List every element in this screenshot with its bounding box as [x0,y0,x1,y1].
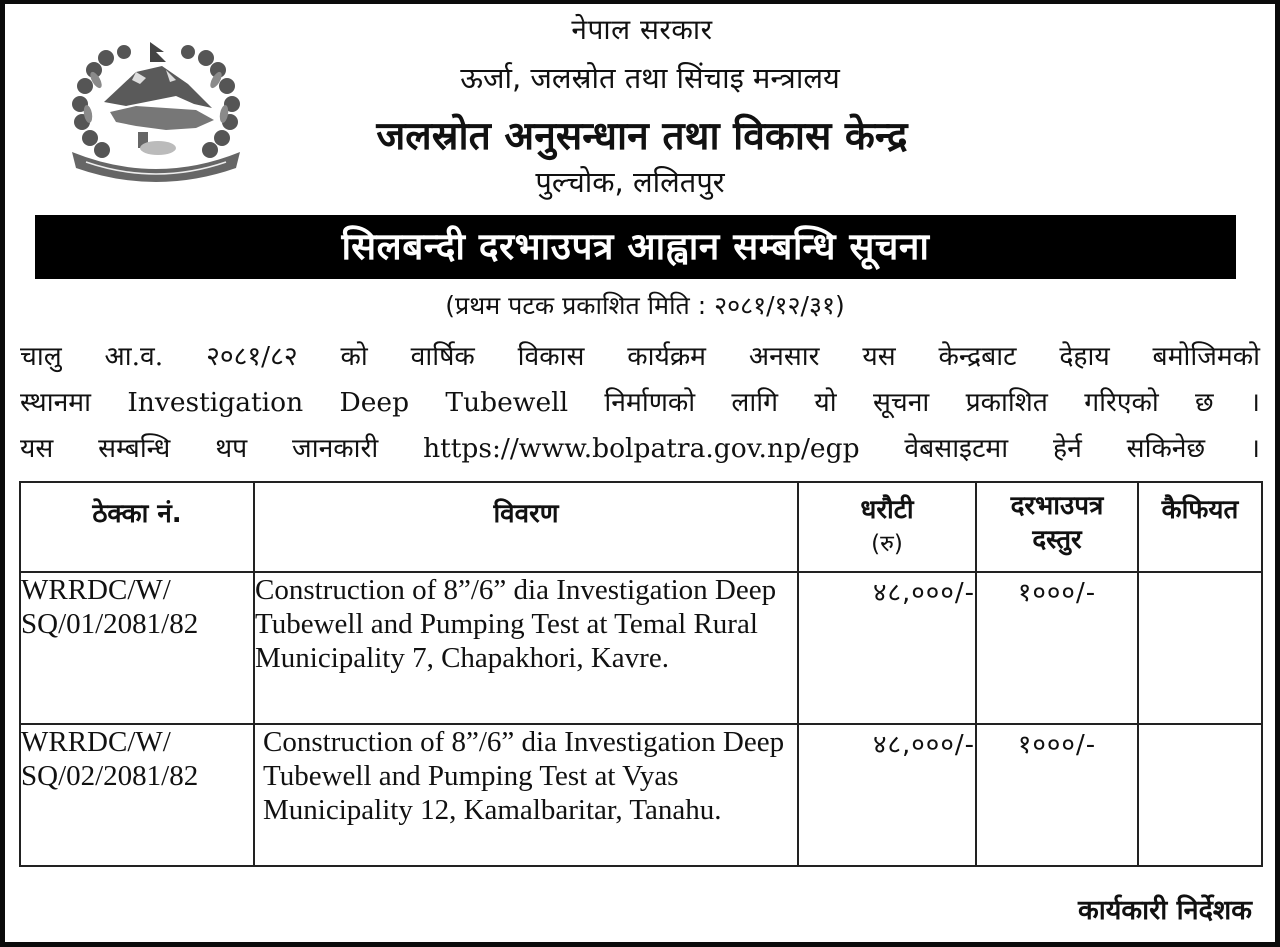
table-header-row [20,482,1262,572]
contract-description: Construction of 8”/6” dia Investigation Deep Tubewell and Pumping Test at Vyas Municipality 12, Kamalbaritar, Tanahu. [254,724,798,866]
organization-address: पुल्चोक, ललितपुर [535,165,725,199]
organization-name: जलस्रोत अनुसन्धान तथा विकास केन्द्र [376,114,908,159]
deposit-amount: ४८,०००/- [798,724,976,866]
header-bid-fee: दरभाउपत्र दस्तुर [976,482,1138,572]
bid-fee: १०००/- [976,572,1138,724]
deposit-unit: (रु) [871,531,903,557]
contract-ref: WRRDC/W/ SQ/02/2081/82 [20,724,254,866]
header-description: विवरण [254,482,798,572]
notice-title: सिलबन्दी दरभाउपत्र आह्वान सम्बन्धि सूचना [341,225,930,268]
body-line-2: स्थानमा Investigation Deep Tubewell निर्माणको लागि यो सूचना प्रकाशित गरिएको छ । [20,387,1260,418]
publication-date: (प्रथम पटक प्रकाशित मिति : २०८१/१२/३१) [445,291,845,320]
notice-title-banner [35,215,1236,279]
table-row [20,724,1262,866]
remarks-cell [1138,724,1262,866]
signatory-title: कार्यकारी निर्देशक [1078,895,1252,926]
bid-fee: १०००/- [976,724,1138,866]
header-remarks: कैफियत [1138,482,1262,572]
notice-body [20,334,1260,472]
government-name: नेपाल सरकार [571,13,713,46]
contract-ref: WRRDC/W/ SQ/01/2081/82 [20,572,254,724]
table-row [20,572,1262,724]
tender-table [19,481,1263,867]
body-line-1: चालु आ.व. २०८१/८२ को वार्षिक विकास कार्यक्रम अनसार यस केन्द्रबाट देहाय बमोजिमको [20,341,1260,372]
contract-description: Construction of 8”/6” dia Investigation Deep Tubewell and Pumping Test at Temal Rural Municipality 7, Chapakhori, Kavre. [254,572,798,724]
ministry-name: ऊर्जा, जलस्रोत तथा सिंचाइ मन्त्रालय [460,61,840,95]
remarks-cell [1138,572,1262,724]
header-contract-no: ठेक्का नं. [20,482,254,572]
body-line-3: यस सम्बन्धि थप जानकारी https://www.bolpatra.gov.np/egp वेबसाइटमा हेर्न सकिनेछ । [20,433,1260,464]
header-deposit: धरौटी (रु) [798,482,976,572]
deposit-amount: ४८,०००/- [798,572,976,724]
